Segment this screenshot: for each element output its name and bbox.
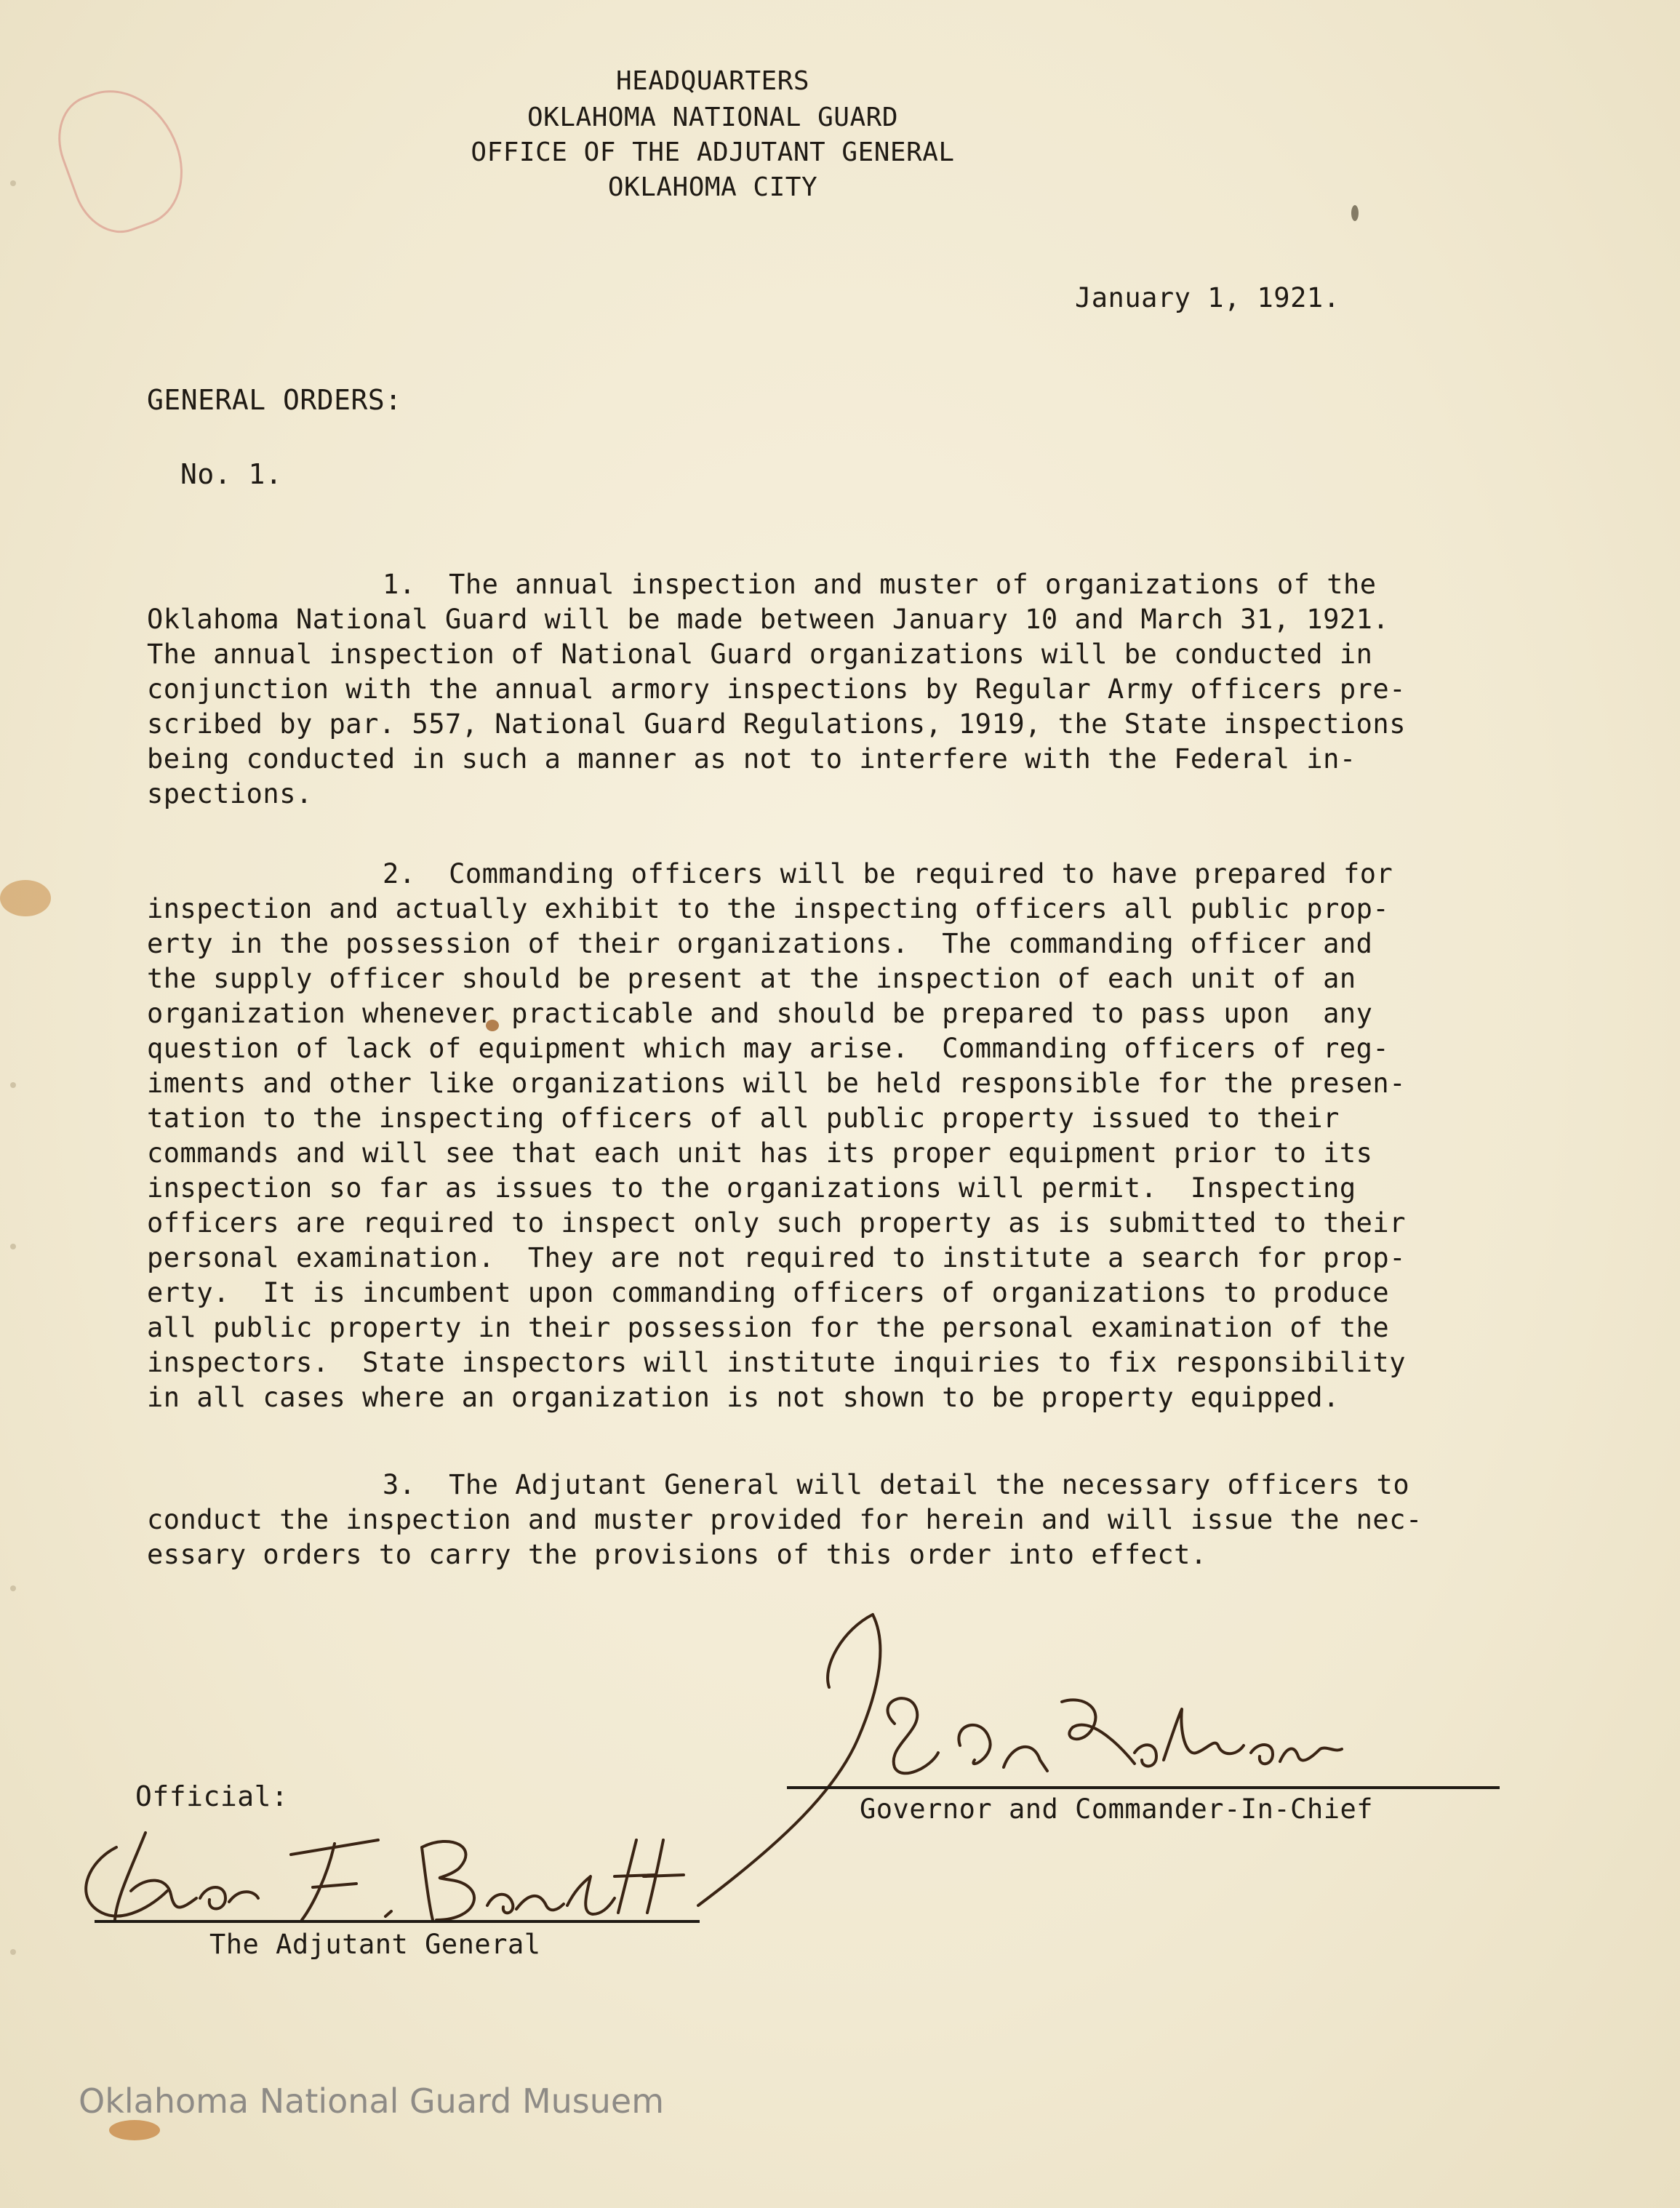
pencil-mark: [44, 72, 200, 245]
paragraph-line: question of lack of equipment which may arise. Commanding officers of reg-: [147, 1033, 1390, 1064]
official-label: Official:: [135, 1780, 289, 1812]
ink-spot: [1351, 205, 1359, 221]
paragraph-line: erty. It is incumbent upon commanding officers of organizations to produce: [147, 1277, 1390, 1308]
paragraph-line: personal examination. They are not required to institute a search for prop-: [147, 1242, 1406, 1273]
document-date: January 1, 1921.: [1075, 282, 1340, 313]
punch-hole: [10, 1949, 16, 1955]
orders-number: No. 1.: [180, 458, 283, 490]
paragraph-line: 2. Commanding officers will be required to have prepared for: [383, 858, 1393, 889]
paragraph-line: spections.: [147, 778, 313, 809]
paragraph-line: 1. The annual inspection and muster of organizations of the: [383, 569, 1377, 600]
adjutant-signature: [73, 1818, 713, 1935]
governor-signature-line: [787, 1786, 1500, 1789]
paragraph-line: being conducted in such a manner as not to interfere with the Federal in-: [147, 743, 1356, 775]
header-line-office: OFFICE OF THE ADJUTANT GENERAL: [471, 137, 955, 167]
paragraph-line: organization whenever practicable and should be prepared to pass upon any: [147, 998, 1373, 1029]
paragraph-line: conduct the inspection and muster provided for herein and will issue the nec-: [147, 1504, 1423, 1535]
paragraph-line: essary orders to carry the provisions of this order into effect.: [147, 1539, 1207, 1570]
punch-hole: [10, 180, 16, 186]
paragraph-line: the supply officer should be present at the inspection of each unit of an: [147, 963, 1356, 994]
header-line-headquarters: HEADQUARTERS: [615, 66, 810, 96]
orders-heading: GENERAL ORDERS:: [147, 384, 402, 416]
paragraph-line: inspection so far as issues to the organizations will permit. Inspecting: [147, 1172, 1356, 1204]
governor-title: Governor and Commander-In-Chief: [860, 1793, 1374, 1825]
paragraph-line: in all cases where an organization is not shown to be property equipped.: [147, 1382, 1340, 1413]
punch-hole: [10, 1244, 16, 1249]
paragraph-line: inspectors. State inspectors will institute inquiries to fix responsibility: [147, 1347, 1406, 1378]
rust-stain: [0, 880, 51, 916]
paragraph-line: erty in the possession of their organizations. The commanding officer and: [147, 928, 1373, 959]
header-line-guard: OKLAHOMA NATIONAL GUARD: [527, 103, 898, 132]
punch-hole: [10, 1082, 16, 1088]
paragraph-line: 3. The Adjutant General will detail the necessary officers to: [383, 1469, 1410, 1500]
header-line-city: OKLAHOMA CITY: [607, 172, 818, 202]
punch-hole: [10, 1585, 16, 1591]
paragraph-line: iments and other like organizations will be held responsible for the presen-: [147, 1068, 1406, 1099]
adjutant-title: The Adjutant General: [209, 1929, 541, 1960]
paragraph-line: conjunction with the annual armory inspections by Regular Army officers pre-: [147, 673, 1406, 705]
rust-stain: [109, 2120, 160, 2140]
museum-watermark: Oklahoma National Guard Musuem: [79, 2081, 665, 2121]
paragraph-line: Oklahoma National Guard will be made between January 10 and March 31, 1921.: [147, 604, 1390, 635]
adjutant-signature-line: [95, 1920, 700, 1923]
paragraph-line: inspection and actually exhibit to the inspecting officers all public prop-: [147, 893, 1390, 924]
paragraph-line: scribed by par. 557, National Guard Regulations, 1919, the State inspections: [147, 708, 1406, 740]
paragraph-line: officers are required to inspect only such property as is submitted to their: [147, 1207, 1406, 1239]
paragraph-line: tation to the inspecting officers of all public property issued to their: [147, 1103, 1340, 1134]
paragraph-line: commands and will see that each unit has its proper equipment prior to its: [147, 1137, 1373, 1169]
paragraph-line: all public property in their possession for the personal examination of the: [147, 1312, 1390, 1343]
governor-signature: [655, 1600, 1382, 1913]
paragraph-line: The annual inspection of National Guard organizations will be conducted in: [147, 639, 1373, 670]
